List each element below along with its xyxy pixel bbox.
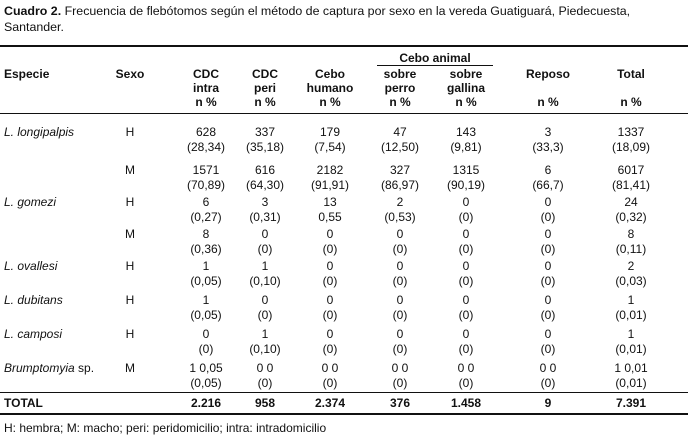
percent-cell: (0,10) [249, 274, 281, 288]
count-cell: 0 [396, 293, 404, 307]
count-cell: 616 [254, 163, 276, 177]
count-cell: 6 [202, 195, 210, 209]
header-col-1-line1: CDC [252, 67, 278, 81]
count-cell: 0 [396, 259, 404, 273]
count-cell: 0 [462, 293, 470, 307]
count-cell: 0 0 [539, 361, 557, 375]
percent-cell: (0,36) [190, 242, 222, 256]
sex-cell: M [125, 163, 135, 177]
count-cell: 327 [389, 163, 411, 177]
percent-cell: (0) [540, 242, 556, 256]
count-cell: 0 0 [391, 361, 409, 375]
percent-cell: (33,3) [532, 140, 564, 154]
percent-cell: (0) [392, 342, 408, 356]
count-cell: 179 [319, 125, 341, 139]
total-value: 9 [544, 396, 552, 410]
percent-cell: (64,30) [245, 178, 285, 192]
header-col-0-line2: intra [192, 81, 219, 95]
header-col-5-unit: n % [537, 95, 559, 109]
percent-cell: (0,31) [249, 210, 281, 224]
top-rule [0, 45, 688, 47]
header-col-6-unit: n % [620, 95, 642, 109]
header-col-5-line1: Reposo [525, 67, 570, 81]
count-cell: 0 [261, 227, 269, 241]
species-italic: L. dubitans [4, 293, 63, 307]
header-col-0-line1: CDC [193, 67, 219, 81]
percent-cell: (0) [458, 274, 474, 288]
count-cell: 0 [462, 227, 470, 241]
percent-cell: (0,32) [615, 210, 647, 224]
total-rule [0, 392, 688, 393]
percent-cell: (90,19) [446, 178, 486, 192]
percent-cell: (0,01) [615, 376, 647, 390]
total-value: 2.216 [190, 396, 222, 410]
percent-cell: (86,97) [380, 178, 420, 192]
percent-cell: (28,34) [186, 140, 226, 154]
count-cell: 0 [544, 195, 552, 209]
percent-cell: (18,09) [611, 140, 651, 154]
percent-cell: (0,05) [190, 308, 222, 322]
sex-cell: H [125, 327, 135, 341]
count-cell: 1 [261, 259, 269, 273]
count-cell: 0 [326, 227, 334, 241]
bottom-rule [0, 413, 688, 415]
count-cell: 0 [261, 293, 269, 307]
percent-cell: (70,89) [186, 178, 226, 192]
percent-cell: (0,01) [615, 308, 647, 322]
species-name [4, 293, 63, 307]
count-cell: 1 [261, 327, 269, 341]
species-name [4, 259, 57, 273]
percent-cell: (0,27) [190, 210, 222, 224]
percent-cell: (0) [458, 376, 474, 390]
header-col-4-unit: n % [455, 95, 477, 109]
species-name [4, 125, 74, 139]
header-col-0-unit: n % [195, 95, 217, 109]
caption-label: Cuadro 2. [4, 4, 62, 18]
count-cell: 0 0 [457, 361, 475, 375]
header-col-3-line1: sobre [383, 67, 417, 81]
header-col-2-unit: n % [319, 95, 341, 109]
count-cell: 1 0,01 [614, 361, 648, 375]
percent-cell: (0) [322, 342, 338, 356]
footnote: H: hembra; M: macho; peri: peridomicilio; intra: intradomicilio [4, 421, 327, 435]
total-value: 7.391 [615, 396, 647, 410]
header-col-4-line1: sobre [449, 67, 483, 81]
percent-cell: (0,11) [615, 242, 647, 256]
count-cell: 3 [261, 195, 269, 209]
total-label: TOTAL [4, 396, 43, 410]
percent-cell: 0,55 [318, 210, 342, 224]
percent-cell: (12,50) [380, 140, 420, 154]
table-caption [4, 3, 684, 35]
percent-cell: (0) [322, 274, 338, 288]
header-sexo: Sexo [115, 67, 145, 81]
count-cell: 1315 [452, 163, 480, 177]
species-name [4, 327, 62, 341]
header-col-1-line2: peri [253, 81, 276, 95]
sex-cell: H [125, 195, 135, 209]
count-cell: 6017 [617, 163, 645, 177]
count-cell: 0 [396, 327, 404, 341]
percent-cell: (0) [392, 242, 408, 256]
header-col-4-line2: gallina [446, 81, 485, 95]
percent-cell: (91,91) [310, 178, 350, 192]
count-cell: 1 [627, 327, 635, 341]
percent-cell: (0) [322, 376, 338, 390]
species-name [4, 361, 94, 375]
count-cell: 1 [202, 259, 210, 273]
header-especie: Especie [4, 67, 50, 81]
percent-cell: (0) [322, 242, 338, 256]
species-italic: L. gomezi [4, 195, 57, 209]
total-value: 376 [389, 396, 411, 410]
percent-cell: (0) [458, 342, 474, 356]
count-cell: 0 [544, 293, 552, 307]
total-value: 2.374 [314, 396, 346, 410]
count-cell: 0 0 [256, 361, 274, 375]
percent-cell: (0) [540, 376, 556, 390]
total-value: 1.458 [450, 396, 482, 410]
species-suffix: sp. [74, 361, 95, 375]
percent-cell: (0) [257, 376, 273, 390]
percent-cell: (0) [257, 308, 273, 322]
percent-cell: (0) [458, 308, 474, 322]
count-cell: 0 [544, 259, 552, 273]
count-cell: 1 0,05 [189, 361, 223, 375]
percent-cell: (0,05) [190, 376, 222, 390]
sex-cell: M [125, 227, 135, 241]
percent-cell: (0) [540, 342, 556, 356]
sex-cell: M [125, 361, 135, 375]
count-cell: 8 [627, 227, 635, 241]
count-cell: 47 [393, 125, 407, 139]
header-col-1-unit: n % [254, 95, 276, 109]
count-cell: 0 [544, 327, 552, 341]
sex-cell: H [125, 259, 135, 273]
percent-cell: (0,03) [615, 274, 647, 288]
count-cell: 0 [202, 327, 210, 341]
count-cell: 0 [326, 259, 334, 273]
count-cell: 0 [326, 327, 334, 341]
count-cell: 3 [544, 125, 552, 139]
header-col-2-line2: humano [306, 81, 354, 95]
header-col-3-line2: perro [384, 81, 416, 95]
count-cell: 0 [462, 259, 470, 273]
percent-cell: (9,81) [450, 140, 482, 154]
header-rule [0, 113, 688, 114]
sex-cell: H [125, 125, 135, 139]
group-underline [377, 65, 493, 66]
count-cell: 8 [202, 227, 210, 241]
count-cell: 2 [627, 259, 635, 273]
header-col-3-unit: n % [389, 95, 411, 109]
percent-cell: (0) [392, 376, 408, 390]
percent-cell: (35,18) [245, 140, 285, 154]
count-cell: 0 [462, 327, 470, 341]
count-cell: 1 [202, 293, 210, 307]
total-value: 958 [254, 396, 276, 410]
percent-cell: (7,54) [314, 140, 346, 154]
percent-cell: (0) [540, 308, 556, 322]
species-italic: L. ovallesi [4, 259, 58, 273]
header-col-2-line1: Cebo [315, 67, 345, 81]
species-italic: L. camposi [4, 327, 63, 341]
percent-cell: (0) [458, 210, 474, 224]
percent-cell: (81,41) [611, 178, 651, 192]
count-cell: 24 [624, 195, 638, 209]
count-cell: 143 [455, 125, 477, 139]
count-cell: 1571 [192, 163, 220, 177]
percent-cell: (0,10) [249, 342, 281, 356]
percent-cell: (66,7) [532, 178, 564, 192]
species-italic: L. longipalpis [4, 125, 75, 139]
count-cell: 13 [323, 195, 337, 209]
count-cell: 0 [326, 293, 334, 307]
count-cell: 1 [627, 293, 635, 307]
percent-cell: (0) [540, 210, 556, 224]
count-cell: 0 [396, 227, 404, 241]
count-cell: 0 0 [321, 361, 339, 375]
header-group-cebo-animal: Cebo animal [399, 51, 471, 65]
count-cell: 6 [544, 163, 552, 177]
percent-cell: (0) [257, 242, 273, 256]
count-cell: 1337 [617, 125, 645, 139]
percent-cell: (0,53) [384, 210, 416, 224]
count-cell: 0 [544, 227, 552, 241]
percent-cell: (0) [392, 308, 408, 322]
percent-cell: (0) [392, 274, 408, 288]
caption-text: Frecuencia de flebótomos según el método de captura por sexo en la vereda Guatiguará, Piedecuesta, Santander. [4, 4, 631, 34]
percent-cell: (0,01) [615, 342, 647, 356]
percent-cell: (0,05) [190, 274, 222, 288]
header-col-6-line1: Total [617, 67, 645, 81]
percent-cell: (0) [540, 274, 556, 288]
percent-cell: (0) [322, 308, 338, 322]
percent-cell: (0) [198, 342, 214, 356]
sex-cell: H [125, 293, 135, 307]
count-cell: 0 [462, 195, 470, 209]
count-cell: 2 [396, 195, 404, 209]
species-italic: Brumptomyia [4, 361, 75, 375]
count-cell: 2182 [316, 163, 344, 177]
count-cell: 628 [195, 125, 217, 139]
percent-cell: (0) [458, 242, 474, 256]
count-cell: 337 [254, 125, 276, 139]
species-name [4, 195, 56, 209]
